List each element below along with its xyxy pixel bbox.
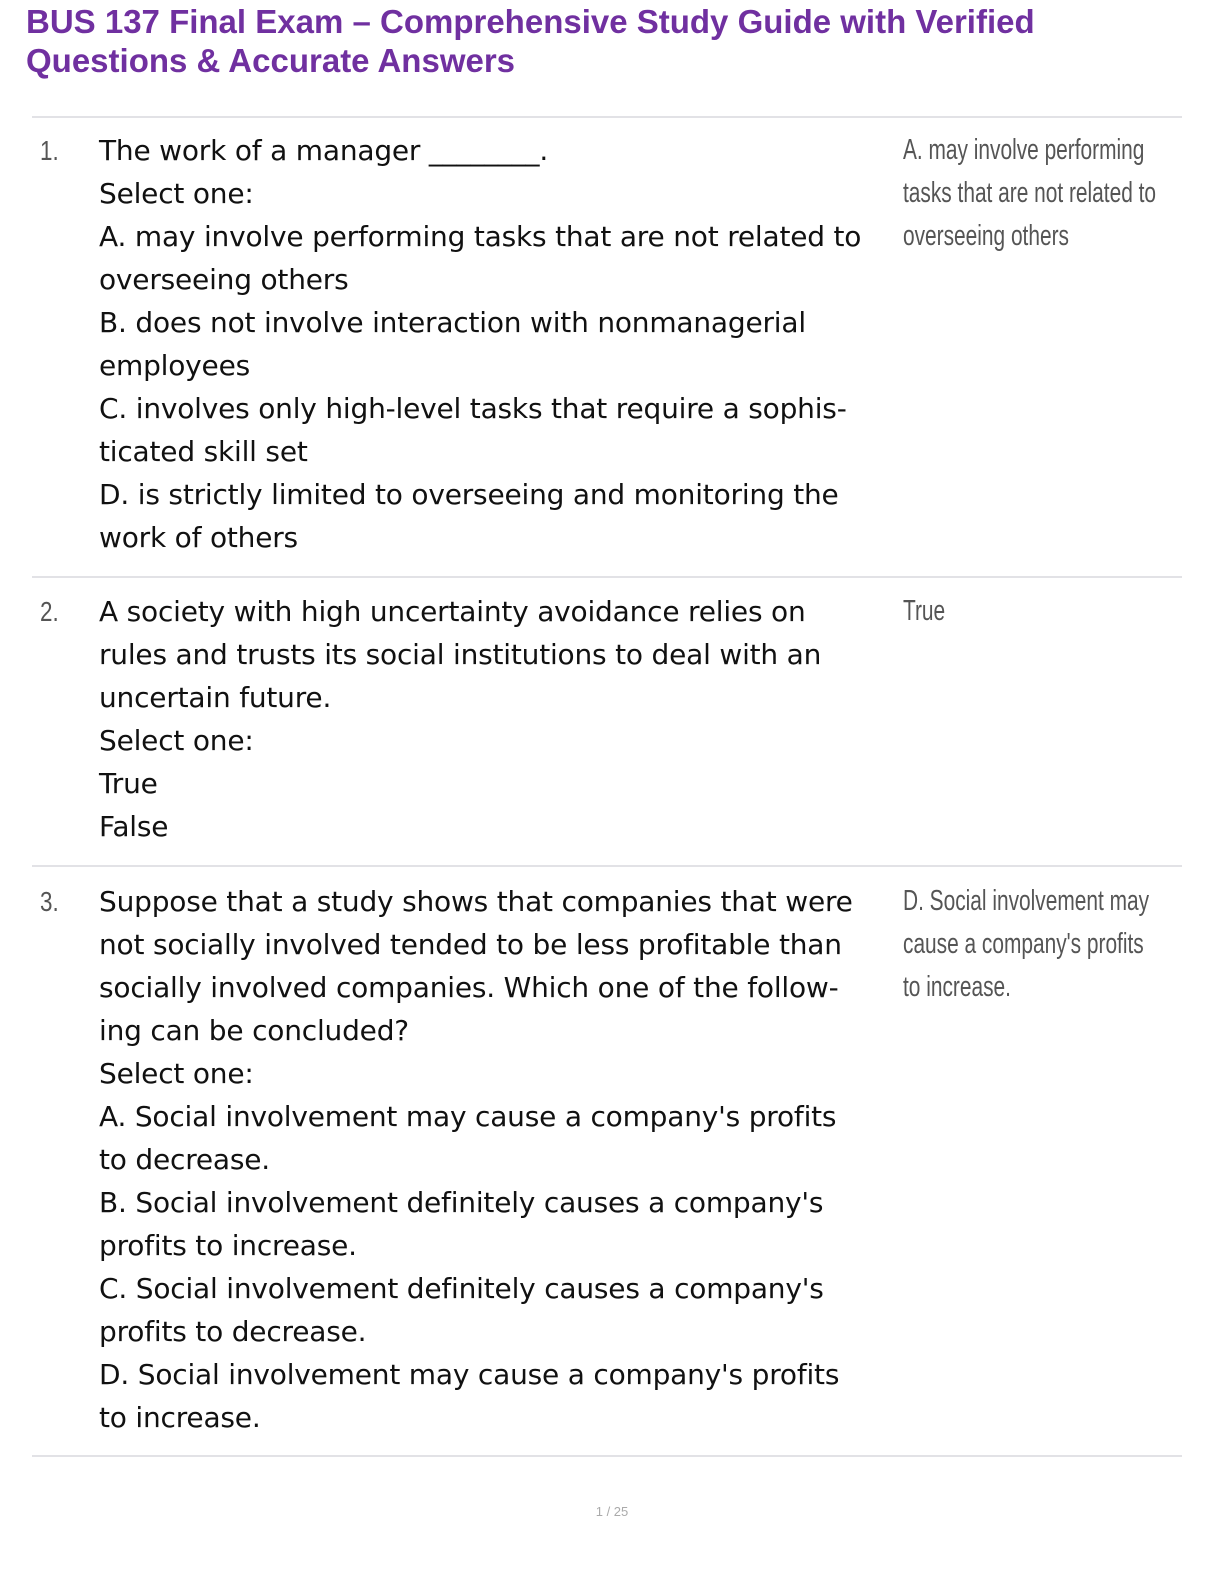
answer-text xyxy=(903,880,1224,1009)
answer-text xyxy=(903,129,1224,258)
question-line: profits to increase. xyxy=(99,1229,357,1262)
question-line: C. involves only high-level tasks that require a sophis- xyxy=(99,392,847,425)
answer-line: tasks that are not related to xyxy=(903,177,1157,209)
question-line: ing can be concluded? xyxy=(99,1014,409,1047)
question-line: work of others xyxy=(99,521,298,554)
question-line: not socially involved tended to be less profitable than xyxy=(99,928,842,961)
question-text xyxy=(99,129,899,559)
question-text xyxy=(99,880,899,1439)
divider xyxy=(32,1455,1182,1457)
question-line: D. Social involvement may cause a company's profits xyxy=(99,1358,840,1391)
question-line: socially involved companies. Which one of the follow- xyxy=(99,971,839,1004)
question-line: uncertain future. xyxy=(99,681,332,714)
question-number: 1. xyxy=(40,135,59,166)
divider xyxy=(32,116,1182,118)
title-line: BUS 137 Final Exam – Comprehensive Study Guide with Verified xyxy=(26,3,1035,40)
answer-line: to increase. xyxy=(903,971,1011,1003)
document-title xyxy=(26,2,1035,80)
question-line: overseeing others xyxy=(99,263,349,296)
question-line: B. Social involvement definitely causes a company's xyxy=(99,1186,824,1219)
answer-line: A. may involve performing xyxy=(903,134,1145,166)
answer-line: True xyxy=(903,595,946,627)
divider xyxy=(32,576,1182,578)
answer-line: overseeing others xyxy=(903,220,1069,252)
question-line: to increase. xyxy=(99,1401,261,1434)
title-line: Questions & Accurate Answers xyxy=(26,42,516,79)
question-line: C. Social involvement definitely causes a company's xyxy=(99,1272,824,1305)
answer-text xyxy=(903,590,1224,633)
question-line: Select one: xyxy=(99,177,254,210)
question-line: B. does not involve interaction with nonmanagerial xyxy=(99,306,806,339)
question-line: False xyxy=(99,810,169,843)
question-line: D. is strictly limited to overseeing and monitoring the xyxy=(99,478,839,511)
question-line: profits to decrease. xyxy=(99,1315,367,1348)
question-line: to decrease. xyxy=(99,1143,271,1176)
question-line: A. Social involvement may cause a company's profits xyxy=(99,1100,837,1133)
question-line: ticated skill set xyxy=(99,435,308,468)
question-line: employees xyxy=(99,349,250,382)
divider xyxy=(32,865,1182,867)
question-number: 2. xyxy=(40,596,59,627)
question-line: Select one: xyxy=(99,1057,254,1090)
question-line: The work of a manager ________. xyxy=(99,134,549,167)
question-line: True xyxy=(99,767,158,800)
question-line: A society with high uncertainty avoidance relies on xyxy=(99,595,806,628)
question-text xyxy=(99,590,899,848)
question-line: Suppose that a study shows that companies that were xyxy=(99,885,853,918)
question-line: Select one: xyxy=(99,724,254,757)
answer-line: D. Social involvement may xyxy=(903,885,1150,917)
answer-line: cause a company's profits xyxy=(903,928,1144,960)
question-line: A. may involve performing tasks that are not related to xyxy=(99,220,862,253)
question-number: 3. xyxy=(40,886,59,917)
question-line: rules and trusts its social institutions to deal with an xyxy=(99,638,822,671)
page-indicator: 1 / 25 xyxy=(595,1504,629,1519)
